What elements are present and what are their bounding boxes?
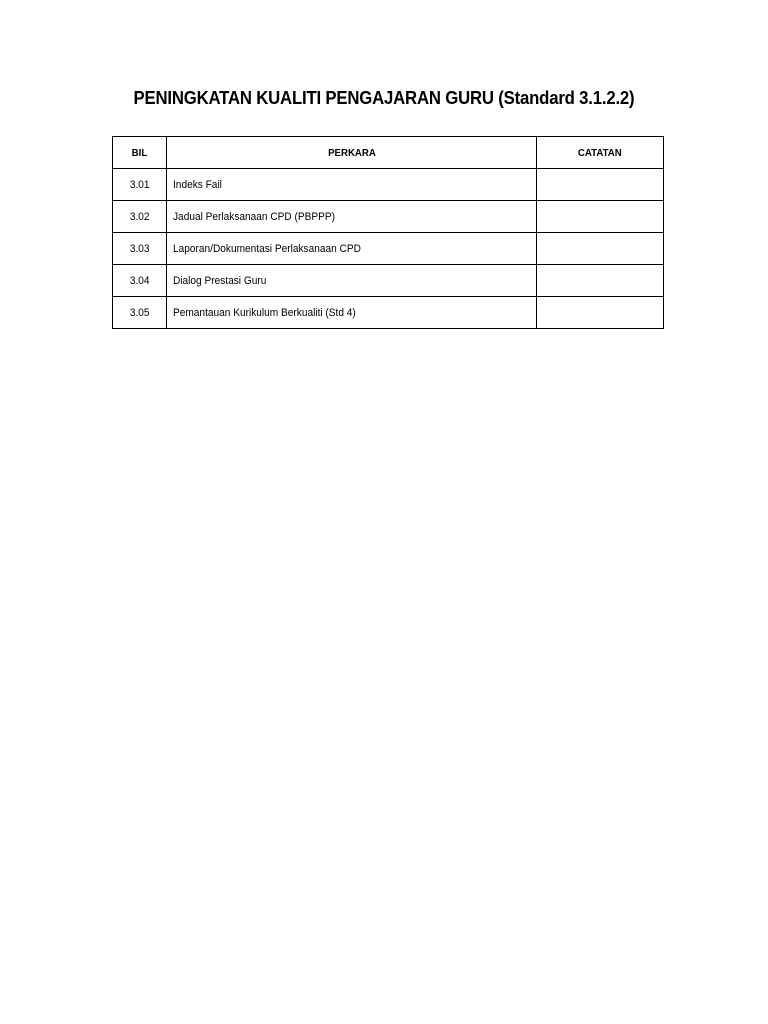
document-title: PENINGKATAN KUALITI PENGAJARAN GURU (Standard 3.1.2.2) (133, 88, 635, 108)
cell-bil: 3.03 (113, 233, 167, 265)
cell-bil: 3.01 (113, 169, 167, 201)
cell-perkara: Jadual Perlaksanaan CPD (PBPPP) (167, 201, 537, 233)
cell-perkara: Indeks Fail (167, 169, 537, 201)
table-row (113, 201, 664, 233)
cell-bil: 3.05 (113, 297, 167, 329)
header-catatan: CATATAN (537, 137, 664, 169)
cell-bil: 3.02 (113, 201, 167, 233)
checklist-table (112, 136, 664, 329)
table-row (113, 297, 664, 329)
cell-catatan (537, 169, 664, 201)
cell-catatan (537, 297, 664, 329)
cell-catatan (537, 265, 664, 297)
header-perkara: PERKARA (167, 137, 537, 169)
header-bil: BIL (113, 137, 167, 169)
table-row (113, 169, 664, 201)
cell-perkara: Pemantauan Kurikulum Berkualiti (Std 4) (167, 297, 537, 329)
cell-perkara: Dialog Prestasi Guru (167, 265, 537, 297)
table-row (113, 233, 664, 265)
cell-catatan (537, 233, 664, 265)
cell-bil: 3.04 (113, 265, 167, 297)
table-row (113, 265, 664, 297)
cell-catatan (537, 201, 664, 233)
table-header-row (113, 137, 664, 169)
cell-perkara: Laporan/Dokumentasi Perlaksanaan CPD (167, 233, 537, 265)
